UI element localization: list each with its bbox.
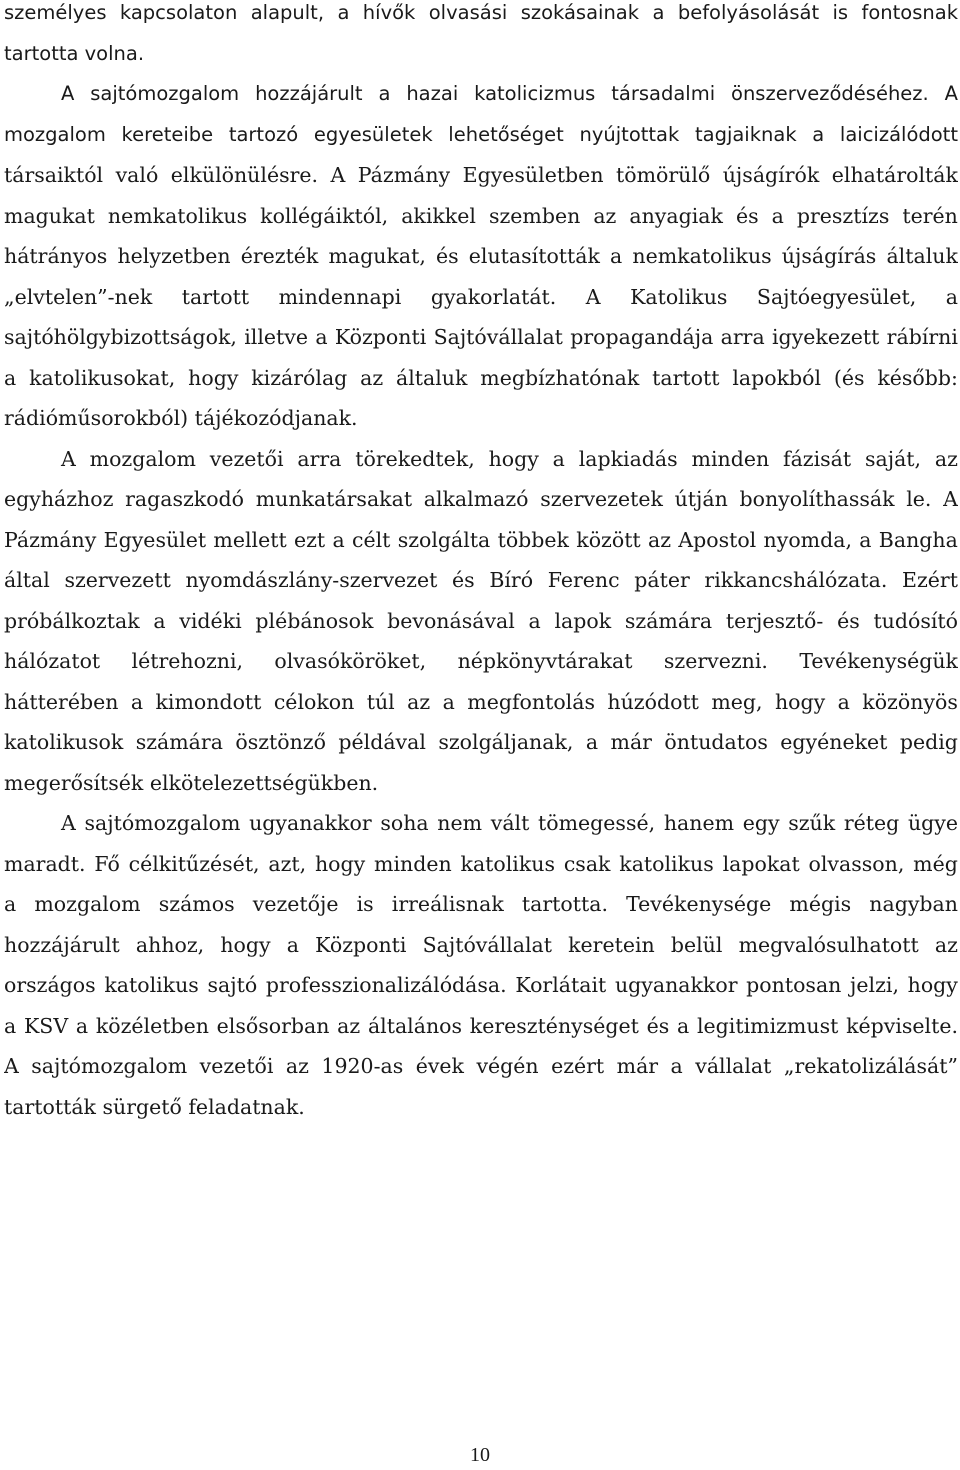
word: ugyanakkor [614,973,738,997]
word: tagjaiknak [694,122,797,146]
text-line [4,277,958,318]
word: réteg [843,811,900,835]
word: általános [367,1013,463,1038]
word: akikkel [401,203,476,228]
word: hálózatot [4,649,101,673]
word: ezért [551,1054,605,1078]
word: kereteibe [121,122,214,146]
word: általuk [396,365,468,390]
word: tartozó [228,122,299,146]
word: A [943,487,958,511]
word: Fő [94,851,120,876]
word: vezetői [199,1054,274,1078]
word: népkönyvtárakat [457,649,633,673]
word: a [442,689,455,714]
word: munkatársakat [255,487,413,511]
word: A [61,811,76,835]
word: elkülönülésre. [170,163,319,187]
word: páter [634,568,690,592]
word: hozzájárult [255,82,363,105]
word: katolicizmus [474,82,596,105]
word: általuk [886,244,958,268]
word: létrehozni, [131,649,244,673]
text-line [4,1006,958,1047]
word: belül [670,932,723,957]
word: nagyban [869,892,958,916]
word: és [837,608,860,633]
word: többek [497,527,569,552]
word: tudósító [873,608,958,633]
word: Központi [315,932,407,957]
text-line [4,925,958,966]
word: egyéneket [780,730,888,754]
word: közéletben [95,1013,209,1038]
word: katolikusok [4,730,124,754]
word: azt, [268,851,307,876]
document-body [4,0,958,1127]
text-line [4,358,958,399]
word: alkalmazó [423,487,529,511]
word: hogy [488,446,539,471]
word: pedig [899,730,958,754]
word: lapkiadás [578,446,678,471]
text-line [4,844,958,885]
word: a [337,1,350,24]
word: lehetőséget [448,122,564,146]
word: próbálkoztak [4,608,140,633]
word: igyekezett [772,325,880,349]
word: a [130,689,144,714]
word: számos [158,892,235,916]
word: tömegessé, [538,811,656,835]
word: Bíró [489,568,534,592]
text-line [4,155,958,196]
word: olvasson, [808,851,905,876]
word: Sajtóegyesület, [756,284,917,309]
word: legitimizmust [696,1013,839,1038]
text-line [4,520,958,561]
word: bevonásával [387,608,515,633]
word: a [153,608,166,633]
word: megfontolás [467,689,595,714]
word: Korlátait [515,973,607,997]
word: vezetője [252,892,339,916]
word: hanem [663,811,735,835]
word: kizárólag [251,365,348,390]
word: Pázmány [4,527,97,552]
word: célkitűzését, [128,851,260,876]
word: hogy [314,851,366,876]
word: saját, [864,446,922,471]
word: Apostol [678,527,757,552]
word: A [330,163,346,187]
word: magukat [4,203,95,228]
text-line [4,803,958,844]
word: hátterében [4,689,119,714]
word: az [360,365,384,390]
word: terén [902,203,958,228]
word: vidéki [179,608,242,633]
word: rikkancshálózata. [704,568,888,592]
word: sajtóhölgybizottságok, [4,325,237,349]
word: tömörülő [616,163,711,187]
word: vált [490,811,530,835]
word: társaiktól [4,163,104,187]
word: később: [877,365,958,390]
word: szűk [788,811,836,835]
text-line: megerősítsék elkötelezettségükben. [4,770,379,795]
word: a [4,1013,17,1038]
word: nyomda, [763,527,852,552]
word: Egyesület [103,527,207,552]
text-line [4,965,958,1006]
word: pontosan [746,973,842,997]
word: és [436,244,459,268]
text-line [4,74,958,115]
word: megbízhatónak [480,365,640,390]
word: a [652,1,665,24]
word: Tevékenységük [799,649,958,673]
word: célokon [273,689,355,714]
text-line [4,196,958,237]
word: közönyös [862,689,958,714]
text-line [4,641,958,682]
word: újságírók [722,163,820,187]
word: kimondott [155,689,262,714]
word: elhatárolták [831,163,958,187]
word: arra [720,325,765,349]
word: gyakorlatát. [430,284,557,309]
word: törekedtek, [355,446,475,471]
word: az [285,1054,309,1078]
word: terjesztő- [725,608,824,633]
text-line: tartották sürgető feladatnak. [4,1094,305,1119]
text-line [4,884,958,925]
word: a [286,932,299,957]
word: nemkatolikus [632,244,772,268]
word: professzionalizálódása. [265,973,507,997]
text-line [4,682,958,723]
word: olvasóköröket, [274,649,427,673]
word: illetve [244,325,309,349]
word: plébánosok [255,608,374,633]
text-line [4,1046,958,1087]
word: Egyesületben [462,163,604,187]
word: szolgáljanak, [438,730,574,754]
word: katolikus [460,851,555,876]
word: fontosnak [861,1,958,24]
word: a [771,203,784,228]
word: az [407,689,431,714]
word: öntudatos [664,730,768,754]
word: le. [906,487,932,511]
word: hátrányos [4,244,108,268]
word: már [616,1054,659,1078]
word: mozgalom [34,892,141,916]
word: vezetői [209,446,284,471]
word: helyzetben [117,244,231,268]
word: befolyásolását [677,1,820,24]
word: az [934,446,958,471]
word: „rekatolizálását” [783,1054,958,1078]
word: a [552,446,565,471]
word: képviselte. [846,1013,958,1038]
word: sajtómozgalom [84,811,241,835]
word: szervezett [64,568,171,592]
word: A [944,82,958,105]
word: elutasították [468,244,600,268]
word: a [677,1013,690,1038]
word: katolikus [619,851,714,876]
word: már [610,730,652,754]
text-line: tartotta volna. [4,41,145,65]
word: Ezért [902,568,958,592]
word: elsősorban [216,1013,330,1038]
word: ügye [907,811,958,835]
word: az [647,527,671,552]
text-line [4,115,958,156]
word: meg, [711,689,763,714]
word: vállalat [695,1054,772,1078]
word: által [4,568,50,592]
word: tartott [652,365,720,390]
word: Központi [334,325,427,349]
text-line [4,722,958,763]
word: hazai [406,82,459,105]
word: maradt. [4,851,86,876]
word: Katolikus [630,284,728,309]
word: nyújtottak [579,122,680,146]
word: lapokat [722,851,800,876]
word: való [115,163,159,187]
word: között [576,527,641,552]
word: túl [366,689,395,714]
word: mozgalom [4,122,106,146]
word: nemkatolikus [107,203,248,228]
word: bonyolíthassák [739,487,895,511]
word: szolgálta [397,527,491,552]
word: nyomdászlány-szervezet [185,568,438,592]
word: hogy [220,932,271,957]
word: KSV [23,1013,69,1038]
word: is [832,1,849,24]
word: propagandája [570,325,714,349]
word: ragaszkodó [125,487,245,511]
word: csak [563,851,611,876]
word: mellett [213,527,287,552]
word: A [61,82,75,105]
word: sajtó [207,973,258,997]
word: arra [297,446,342,471]
word: A [61,446,76,471]
word: húzódott [607,689,699,714]
word: számára [135,730,223,754]
word: mindennapi [278,284,402,309]
word: mégis [789,892,852,916]
word: a [75,1013,89,1038]
word: rábírni [886,325,958,349]
word: keretein [568,932,655,957]
word: egy [742,811,780,835]
word: Sajtóvállalat [433,325,563,349]
word: nem [437,811,483,835]
word: példával [338,730,426,754]
word: a [859,527,872,552]
word: szervezetek [540,487,663,511]
word: hogy [774,689,826,714]
word: a [4,365,17,390]
word: alapult, [250,1,325,24]
word: a [610,244,623,268]
word: érezték [240,244,319,268]
word: (és [833,365,865,390]
word: országos [4,973,96,997]
word: jelzi, [850,973,899,997]
word: újságírás [781,244,877,268]
word: katolikusokat, [29,365,176,390]
word: tartott [181,284,250,309]
text-line [4,0,958,34]
word: egyházhoz [4,487,114,511]
word: szemben [488,203,581,228]
text-line [4,236,958,277]
text-line [4,560,958,601]
word: mozgalom [89,446,196,471]
word: katolikus [104,973,199,997]
word: és [452,568,475,592]
word: a [315,325,328,349]
word: Pázmány [357,163,451,187]
word: lapokból [732,365,822,390]
word: az [593,203,617,228]
word: anyagiak [629,203,723,228]
word: irreálisnak [391,892,504,916]
word: ahhoz, [135,932,205,957]
word: az [934,932,958,957]
word: végén [476,1054,539,1078]
word: Ferenc [547,568,620,592]
word: Sajtóvállalat [422,932,552,957]
text-line [4,439,958,480]
word: a [837,689,850,714]
word: a [585,730,599,754]
word: a [945,284,958,309]
word: A [4,1054,19,1078]
word: hogy [188,365,239,390]
word: soha [380,811,429,835]
word: a [378,82,391,105]
word: laicizálódott [839,122,958,146]
word: presztízs [796,203,890,228]
word: önszerveződéséhez. [731,82,929,105]
word: hogy [907,973,958,997]
word: ösztönző [235,730,326,754]
word: a [812,122,825,146]
word: és [646,1013,670,1038]
page-number: 10 [470,1444,490,1466]
word: minden [374,851,452,876]
word: és [735,203,759,228]
word: olvasási [428,1,508,24]
word: A [585,284,601,309]
word: útján [674,487,728,511]
word: tartotta. [521,892,608,916]
word: Bangha [878,527,958,552]
word: is [356,892,374,916]
word: a [4,892,17,916]
word: hívők [362,1,416,24]
word: minden [691,446,770,471]
text-line: rádióműsorokból) tájékozódjanak. [4,406,358,430]
word: számára [624,608,713,633]
word: megvalósulhatott [738,932,919,957]
word: személyes [4,1,107,24]
word: az [337,1013,361,1038]
text-line [4,317,958,358]
word: kollégáiktól, [260,203,389,228]
word: magukat, [328,244,426,268]
word: sajtómozgalom [90,82,240,105]
word: Tevékenysége [626,892,772,916]
text-line [4,601,958,642]
word: „elvtelen”-nek [4,284,153,309]
text-line [4,479,958,520]
word: évek [415,1054,464,1078]
word: ezt [293,527,326,552]
word: még [913,851,958,876]
word: fázisát [782,446,852,471]
word: szokásainak [520,1,640,24]
word: szervezni. [663,649,768,673]
word: ugyanakkor [249,811,372,835]
word: sajtómozgalom [31,1054,188,1078]
word: célt [351,527,391,552]
word: egyesületek [313,122,433,146]
word: 1920-as [321,1054,404,1078]
word: hozzájárult [4,932,120,957]
word: a [528,608,541,633]
word: kapcsolaton [119,1,238,24]
word: társadalmi [611,82,716,105]
word: a [332,527,345,552]
word: lapok [554,608,612,633]
word: a [670,1054,683,1078]
word: kereszténységet [469,1013,639,1038]
